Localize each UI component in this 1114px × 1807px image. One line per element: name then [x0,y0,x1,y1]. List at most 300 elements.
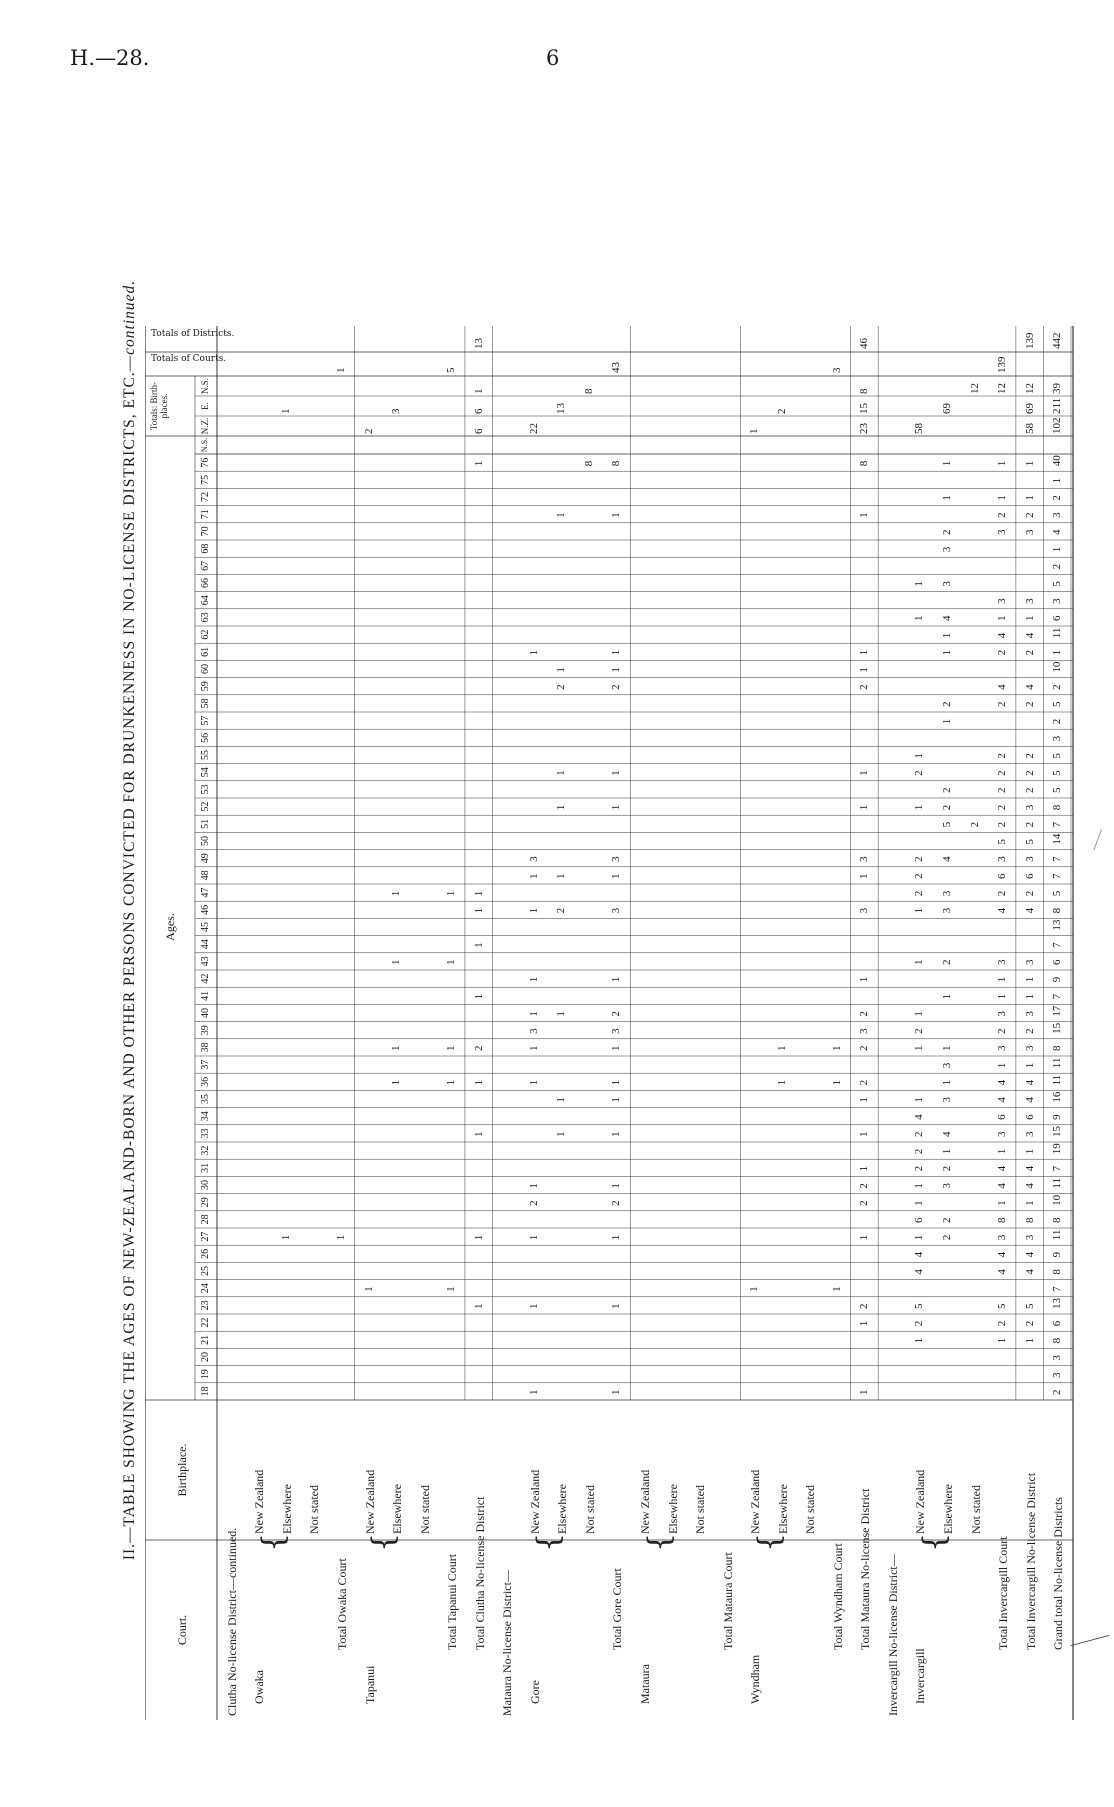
age-header-24: 24 [200,1283,211,1294]
age-57-value: 2 [1051,718,1064,725]
birthplace-header: Birthplace. [175,1443,189,1497]
age-49-value: 3 [527,856,540,862]
age-28-value: 8 [996,1217,1009,1223]
row-birthplace: Elsewhere [555,1484,570,1534]
age-32-value: 19 [1051,1143,1064,1155]
age-59-value: 2 [610,684,623,690]
age-19-value: 3 [1051,1372,1064,1378]
age-39-value: 2 [1023,1028,1036,1034]
age-header-60: 60 [200,664,211,675]
row-birthplace: New Zealand [748,1469,763,1534]
age-26-value: 4 [1023,1251,1036,1258]
age-25-value: 8 [1051,1269,1064,1275]
age-header-76: 76 [200,457,211,468]
age-48-value: 6 [1023,873,1036,879]
tot-nz-header: N.Z. [200,417,210,435]
age-23-value: 1 [472,1303,485,1309]
age-55-value: 2 [996,753,1009,759]
age-41-value: 1 [1023,993,1036,1000]
age-39-value: 2 [913,1028,926,1034]
age-58-value: 2 [1023,701,1036,707]
brace-mark: { [366,1532,402,1552]
age-25-value: 4 [913,1269,926,1275]
age-header-55: 55 [200,750,211,761]
row-label: Total Invercargill Court [996,1536,1011,1650]
age-header-23: 23 [200,1300,211,1311]
age-58-value: 2 [996,701,1009,707]
age-33-value: 1 [555,1131,568,1137]
age-66-value: 1 [913,581,926,587]
age-43-value: 3 [996,959,1009,965]
age-31-value: 2 [913,1165,926,1172]
age-47-value: 5 [1051,890,1064,897]
age-27-value: 1 [472,1234,485,1241]
age-63-value: 6 [1051,615,1064,621]
age-24-value: 1 [445,1286,458,1292]
age-29-value: 2 [610,1200,623,1206]
age-46-value: 3 [610,907,623,914]
age-21-value: 1 [1023,1337,1036,1344]
age-23-value: 1 [527,1303,540,1309]
age-62-value: 4 [1023,632,1036,639]
row-birthplace: New Zealand [362,1469,377,1534]
age-21-value: 1 [913,1337,926,1344]
age-49-value: 3 [996,856,1009,862]
age-header-70: 70 [200,526,211,537]
age-64-value: 3 [1051,598,1064,604]
age-40-value: 1 [555,1011,568,1017]
row-birthplace: Not stated [307,1485,322,1534]
age-61-value: 1 [527,649,540,656]
row-label: Total Mataura Court [720,1552,735,1650]
age-46-value: 1 [913,907,926,914]
age-61-value: 1 [1051,649,1064,656]
pen-mark [1070,1635,1109,1647]
age-53-value: 2 [996,787,1009,793]
age-34-value: 4 [913,1114,926,1120]
age-54-value: 2 [996,770,1009,776]
age-38-value: 1 [527,1045,540,1051]
age-49-value: 3 [1023,856,1036,862]
age-header-75: 75 [200,474,211,485]
age-52-value: 8 [1051,804,1064,811]
total-nz-value: 22 [527,423,540,434]
age-61-value: 1 [941,649,954,656]
row-birthplace: New Zealand [913,1469,928,1534]
age-60-value: 1 [555,667,568,673]
age-71-value: 1 [555,512,568,518]
age-42-value: 9 [1051,976,1064,983]
row-label: Invercargill [913,1648,928,1704]
age-51-value: 5 [941,821,954,828]
total-e-value: 211 [1051,397,1064,414]
age-76-value: 8 [610,460,623,467]
age-58-value: 5 [1051,701,1064,707]
brace-mark: { [531,1532,567,1552]
age-44-value: 7 [1051,942,1064,948]
age-43-value: 1 [445,959,458,965]
age-52-value: 3 [1023,804,1036,811]
age-23-value: 5 [996,1303,1009,1309]
age-46-value: 4 [996,907,1009,914]
table-title [121,120,139,1720]
age-header-32: 32 [200,1145,211,1156]
row-birthplace: Elsewhere [775,1484,790,1534]
age-24-value: 7 [1051,1286,1064,1292]
row-label: Total Clutha No-license District [472,1496,487,1650]
age-46-value: 1 [527,907,540,914]
age-46-value: 2 [555,907,568,914]
age-59-value: 4 [996,684,1009,690]
age-66-value: 5 [1051,581,1064,587]
pen-mark [1094,829,1110,853]
age-38-value: 3 [996,1045,1009,1051]
age-62-value: 4 [996,632,1009,639]
total-court-value: 3 [830,367,843,373]
total-ns-value: 12 [968,383,981,394]
age-48-value: 7 [1051,873,1064,879]
age-33-value: 1 [610,1131,623,1137]
age-header-18: 18 [200,1386,211,1397]
row-label: Gore [527,1680,542,1704]
row-label: Mataura [638,1664,652,1704]
age-42-value: 1 [610,976,623,983]
age-18-value: 1 [858,1389,871,1395]
age-58-value: 2 [941,701,954,707]
age-70-value: 3 [1023,529,1036,535]
age-header-31: 31 [200,1162,211,1173]
age-34-value: 6 [996,1114,1009,1120]
age-29-value: 1 [913,1200,926,1206]
age-33-value: 15 [1051,1126,1064,1137]
age-22-value: 6 [1051,1320,1064,1327]
age-53-value: 2 [1023,787,1036,793]
age-70-value: 4 [1051,529,1064,535]
age-47-value: 1 [472,890,485,897]
age-63-value: 1 [996,615,1009,621]
drunkenness-ages-table [121,120,1075,1720]
age-37-value: 3 [941,1062,954,1069]
age-47-value: 3 [941,890,954,897]
age-42-value: 1 [527,976,540,983]
age-header-37: 37 [200,1059,211,1070]
total-district-value: 46 [858,338,871,349]
age-48-value: 1 [555,873,568,879]
age-35-value: 3 [941,1097,954,1103]
age-41-value: 1 [996,993,1009,1000]
age-55-value: 5 [1051,753,1064,759]
brace-mark: { [751,1532,787,1552]
total-district-value: 139 [1023,332,1036,349]
age-20-value: 3 [1051,1355,1064,1361]
age-52-value: 1 [610,804,623,811]
age-38-value: 1 [775,1045,788,1051]
age-54-value: 1 [858,770,871,776]
age-header-48: 48 [200,870,211,881]
age-50-value: 14 [1051,833,1064,845]
age-header-51: 51 [200,818,211,829]
age-68-value: 3 [941,546,954,553]
total-ns-value: 39 [1051,383,1064,394]
row-birthplace: New Zealand [252,1469,267,1534]
age-21-value: 1 [996,1337,1009,1344]
row-label: Total Tapanui Court [445,1553,460,1650]
age-66-value: 3 [941,581,954,587]
age-68-value: 1 [1051,546,1064,553]
age-header-64: 64 [200,595,211,606]
age-35-value: 1 [555,1097,568,1103]
age-48-value: 1 [610,873,623,879]
age-24-value: 1 [830,1286,843,1292]
total-e-value: 69 [1023,403,1036,414]
age-43-value: 1 [390,959,403,965]
total-e-value: 1 [279,408,292,414]
age-39-value: 3 [610,1028,623,1034]
age-33-value: 4 [941,1131,954,1137]
total-nz-value: 102 [1051,417,1064,434]
age-header-58: 58 [200,698,211,709]
ages-header: Ages. [163,913,177,941]
brace-mark: { [641,1532,677,1552]
age-22-value: 2 [996,1320,1009,1327]
age-31-value: 4 [1023,1165,1036,1172]
age-header-49: 49 [200,853,211,864]
age-41-value: 1 [941,993,954,1000]
title-continued: continued. [121,279,138,355]
age-27-value: 1 [279,1234,292,1241]
age-34-value: 9 [1051,1114,1064,1120]
age-54-value: 1 [555,770,568,776]
total-e-value: 13 [555,403,568,414]
age-43-value: 1 [913,959,926,965]
total-e-value: 6 [472,408,485,414]
page-identifier: H.—28. [70,46,150,70]
total-e-value: 3 [390,408,403,414]
row-birthplace: Not stated [968,1485,983,1534]
page-number: 6 [546,46,560,70]
age-24-value: 1 [362,1286,375,1292]
age-36-value: 1 [472,1079,485,1086]
age-38-value: 2 [858,1045,871,1051]
total-court-value: 5 [445,367,458,373]
age-76-value: 1 [996,460,1009,467]
total-district-value: 13 [472,338,485,349]
age-71-value: 2 [1023,512,1036,518]
age-28-value: 8 [1051,1217,1064,1223]
age-header-38: 38 [200,1042,211,1053]
age-22-value: 1 [858,1320,871,1327]
age-38-value: 1 [390,1045,403,1051]
court-header: Court. [175,1614,189,1646]
age-33-value: 3 [996,1131,1009,1137]
age-35-value: 1 [913,1097,926,1103]
age-42-value: 1 [858,976,871,983]
age-header-22: 22 [200,1317,211,1328]
age-36-value: 11 [1051,1074,1064,1086]
age-70-value: 3 [996,529,1009,535]
tot-ns-header: N.S. [200,378,210,395]
age-76-value: 8 [582,460,595,467]
age-27-value: 3 [996,1234,1009,1241]
age-57-value: 1 [941,718,954,725]
age-37-value: 1 [996,1062,1009,1069]
age-29-value: 10 [1051,1194,1064,1206]
age-31-value: 7 [1051,1165,1064,1172]
age-54-value: 5 [1051,770,1064,776]
age-36-value: 1 [390,1079,403,1086]
age-72-value: 1 [996,495,1009,501]
age-28-value: 8 [1023,1217,1036,1223]
row-label: Total Mataura No-license District [858,1488,873,1650]
age-49-value: 7 [1051,856,1064,862]
age-36-value: 2 [858,1079,871,1086]
age-25-value: 4 [1023,1269,1036,1275]
age-header-41: 41 [200,990,211,1001]
total-nz-value: 58 [1023,423,1036,434]
age-71-value: 3 [1051,512,1064,518]
row-label: Wyndham [748,1654,763,1704]
row-birthplace: Not stated [417,1485,432,1534]
age-40-value: 2 [610,1011,623,1017]
age-23-value: 1 [610,1303,623,1309]
age-21-value: 8 [1051,1337,1064,1344]
age-23-value: 13 [1051,1298,1064,1309]
age-76-value: 40 [1051,455,1064,467]
age-29-value: 2 [858,1200,871,1206]
age-64-value: 3 [1023,598,1036,604]
age-26-value: 4 [996,1251,1009,1258]
age-36-value: 1 [775,1079,788,1086]
age-28-value: 6 [913,1217,926,1223]
age-48-value: 1 [527,873,540,879]
age-43-value: 3 [1023,959,1036,965]
age-62-value: 1 [941,632,954,639]
age-30-value: 4 [1023,1183,1036,1189]
age-27-value: 1 [527,1234,540,1241]
age-72-value: 2 [1051,495,1064,501]
age-54-value: 1 [610,770,623,776]
age-26-value: 4 [913,1251,926,1258]
age-36-value: 1 [610,1079,623,1086]
total-e-value: 15 [858,403,871,414]
age-header-52: 52 [200,801,211,812]
age-header-46: 46 [200,904,211,915]
age-47-value: 2 [913,890,926,897]
age-55-value: 2 [1023,753,1036,759]
age-61-value: 1 [610,649,623,656]
age-33-value: 1 [472,1131,485,1137]
age-header-66: 66 [200,578,211,589]
age-67-value: 2 [1051,563,1064,570]
age-40-value: 17 [1051,1005,1064,1017]
total-ns-value: 8 [582,388,595,394]
age-header-63: 63 [200,612,211,623]
total-e-value: 69 [941,403,954,414]
age-32-value: 2 [913,1148,926,1155]
age-51-value: 2 [968,821,981,828]
age-35-value: 4 [1023,1097,1036,1103]
age-61-value: 2 [1023,649,1036,656]
age-38-value: 1 [941,1045,954,1051]
row-label: Mataura No-license District— [500,1570,515,1716]
age-header-40: 40 [200,1008,211,1019]
title-text: II.—TABLE SHOWING THE AGES OF NEW-ZEALAND-BORN AND OTHER PERSONS CONVICTED FOR DRUNKENNESS IN NO-LICENSE DISTRICTS, ETC.— [121,354,138,1561]
age-header-68: 68 [200,543,211,554]
age-40-value: 1 [913,1011,926,1017]
age-38-value: 1 [445,1045,458,1051]
age-43-value: 6 [1051,959,1064,965]
age-30-value: 3 [941,1183,954,1189]
age-27-value: 11 [1051,1229,1064,1241]
age-39-value: 15 [1051,1022,1064,1034]
age-36-value: 4 [1023,1079,1036,1086]
age-49-value: 3 [858,856,871,862]
age-header-59: 59 [200,681,211,692]
row-birthplace: Not stated [803,1485,818,1534]
row-birthplace: Elsewhere [279,1484,294,1534]
age-52-value: 1 [913,804,926,811]
age-59-value: 2 [1051,684,1064,690]
age-header-36: 36 [200,1076,211,1087]
age-60-value: 10 [1051,661,1064,673]
age-47-value: 1 [445,890,458,897]
total-ns-value: 12 [996,383,1009,394]
age-27-value: 2 [941,1234,954,1241]
age-30-value: 1 [913,1183,926,1189]
age-header-54: 54 [200,767,211,778]
age-35-value: 1 [858,1097,871,1103]
age-52-value: 1 [858,804,871,811]
age-29-value: 2 [527,1200,540,1206]
age-33-value: 3 [1023,1131,1036,1137]
total-nz-value: 1 [748,428,761,434]
row-label: Total Owaka Court [334,1558,349,1650]
total-district-value: 442 [1051,332,1064,349]
age-38-value: 8 [1051,1045,1064,1051]
age-70-value: 2 [941,529,954,535]
age-38-value: 3 [1023,1045,1036,1051]
age-61-value: 2 [996,649,1009,656]
age-36-value: 1 [527,1079,540,1086]
age-46-value: 3 [858,907,871,914]
row-label: Tapanui [362,1665,377,1704]
age-60-value: 1 [610,667,623,673]
age-27-value: 1 [858,1234,871,1241]
brace-mark: { [917,1532,953,1552]
age-76-value: 1 [472,460,485,467]
age-34-value: 6 [1023,1114,1036,1120]
age-header-35: 35 [200,1094,211,1105]
age-header-27: 27 [200,1231,211,1242]
age-32-value: 1 [996,1148,1009,1155]
age-22-value: 2 [1023,1320,1036,1327]
age-header-47: 47 [200,887,211,898]
age-37-value: 1 [1023,1062,1036,1069]
total-nz-value: 6 [472,428,485,434]
total-ns-value: 1 [472,388,485,394]
age-59-value: 2 [858,684,871,690]
age-50-value: 5 [1023,839,1036,845]
row-birthplace: New Zealand [638,1469,652,1534]
age-52-value: 1 [555,804,568,811]
age-63-value: 1 [913,615,926,621]
age-23-value: 5 [1023,1303,1036,1309]
age-30-value: 2 [858,1183,871,1189]
row-label: Total Gore Court [610,1568,625,1650]
age-31-value: 2 [941,1165,954,1172]
age-39-value: 3 [527,1028,540,1034]
age-header-50: 50 [200,836,211,847]
